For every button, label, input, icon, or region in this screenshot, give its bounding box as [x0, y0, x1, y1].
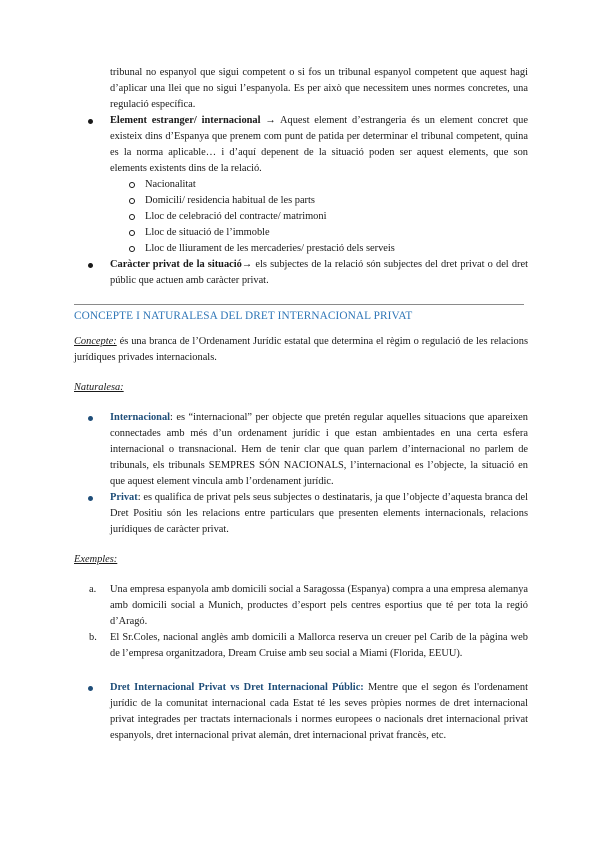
internacional-term: Internacional: [110, 412, 171, 423]
page-content: [74, 65, 528, 744]
bullet-caracter-privat: [74, 257, 528, 289]
section-divider: [74, 304, 524, 305]
element-list: [74, 113, 528, 289]
subitem-text: Domicili/ residencia habitual de les parts: [145, 195, 315, 206]
dip-term: Dret Internacional Privat vs Dret Internacional Públic:: [110, 682, 364, 693]
bullet-dot-icon: [88, 686, 93, 691]
example-text: Una empresa espanyola amb domicili social a Saragossa (Espanya) compra a una empresa alemanya amb domicili social a Munich, productes d’esport pels centres esportius que té per tota la regió d’Aragó.: [110, 584, 528, 627]
bullet-privat: [74, 490, 528, 538]
dip-list: [74, 680, 528, 744]
element-subitems: [74, 177, 528, 257]
subitem-text: Lloc de lliurament de les mercaderies/ prestació dels serveis: [145, 243, 395, 254]
bullet-element-estranger: [74, 113, 528, 257]
naturalesa-label: Naturalesa:: [74, 382, 124, 393]
concepte-paragraph: [74, 334, 528, 366]
privat-text: : es qualifica de privat pels seus subjectes o destinataris, ja que l’objecte d’aquesta branca del Dret Positiu són les relacions entre particulars que presenten elements internacionals, relacions jurídiques de caràcter privat.: [110, 492, 528, 535]
bullet-dot-icon: [88, 119, 93, 124]
subitem-text: Lloc de situació de l’immoble: [145, 227, 270, 238]
element-estranger-text: Aquest element d’estrangeria és un element concret que existeix dins d’Espanya que prenem com punt de patida per determinar el tribunal competent, quina es la norma aplicable… i d’aquí depenent de la situació poden ser aquest elements, que son elements existents dins de la relació.: [110, 115, 528, 174]
subitem: [74, 209, 528, 225]
example-item: [74, 582, 528, 630]
element-estranger-term: Element estranger/ internacional: [110, 115, 261, 126]
circle-bullet-icon: [129, 214, 135, 220]
internacional-text: : es “internacional” per objecte que pretén regular aquelles situacions que apareixen connectades amb més d’un ordenament jurídic i que estan ambientades en una certa esfera internacional o transnacional. Hem de tenir clar que quan parlem d’internacional no parlem de tribunals, els tribunals SEMPRES SÓN NACIONALS, l’internacional es l’objecte, la situació en que aquest element vincula amb l’ordenament jurídic.: [110, 412, 528, 487]
naturalesa-list: [74, 410, 528, 538]
section-heading: CONCEPTE I NATURALESA DEL DRET INTERNACIONAL PRIVAT: [74, 310, 413, 322]
bullet-dot-icon: [88, 496, 93, 501]
subitem: [74, 225, 528, 241]
intro-continuation: tribunal no espanyol que sigui competent o si fos un tribunal espanyol competent que aquest hagi d’aplicar una llei que no sigui l’espanyola. Es per això que necessitem unes normes concretes, una regulació específica.: [110, 67, 528, 110]
concepte-label: Concepte:: [74, 336, 117, 347]
caracter-privat-text: els subjectes de la relació són subjectes del dret privat o del dret públic que actuen amb caràcter privat.: [110, 259, 528, 286]
subitem-text: Lloc de celebració del contracte/ matrimoni: [145, 211, 327, 222]
privat-term: Privat: [110, 492, 138, 503]
arrow-icon: →: [241, 259, 253, 270]
example-marker: b.: [89, 632, 97, 643]
bullet-dot-icon: [88, 416, 93, 421]
circle-bullet-icon: [129, 230, 135, 236]
naturalesa-paragraph: [74, 380, 528, 396]
bullet-dip-vs-dipub: [74, 680, 528, 744]
subitem-text: Nacionalitat: [145, 179, 196, 190]
exemples-label: Exemples:: [74, 554, 118, 565]
bullet-dot-icon: [88, 263, 93, 268]
circle-bullet-icon: [129, 198, 135, 204]
subitem: [74, 193, 528, 209]
example-text: El Sr.Coles, nacional anglès amb domicili a Mallorca reserva un creuer pel Carib de la pàgina web de l’empresa organitzadora, Dream Cruise amb seu social a Miami (Florida, EEUU).: [110, 632, 528, 659]
example-marker: a.: [89, 584, 97, 595]
arrow-icon: →: [265, 115, 276, 126]
caracter-privat-term: Caràcter privat de la situació: [110, 259, 242, 270]
bullet-internacional: [74, 410, 528, 490]
example-item: [74, 630, 528, 662]
dip-text: Mentre que el segon és l'ordenament jurídic de la comunitat internacional cada Estat té les seves pròpies normes de dret internacional privat integrades per tractats internacionals i normes europees o nacionals dret internacional privat espanyols, dret internacional privat alemán, dret internacional privat francès, etc.: [110, 682, 528, 741]
concepte-text: és una branca de l’Ordenament Jurídic estatal que determina el règim o regulació de les relacions jurídiques privades internacionals.: [74, 336, 528, 363]
circle-bullet-icon: [129, 182, 135, 188]
subitem: [74, 241, 528, 257]
subitem: [74, 177, 528, 193]
circle-bullet-icon: [129, 246, 135, 252]
exemples-list: [74, 582, 528, 662]
exemples-paragraph: [74, 552, 528, 568]
